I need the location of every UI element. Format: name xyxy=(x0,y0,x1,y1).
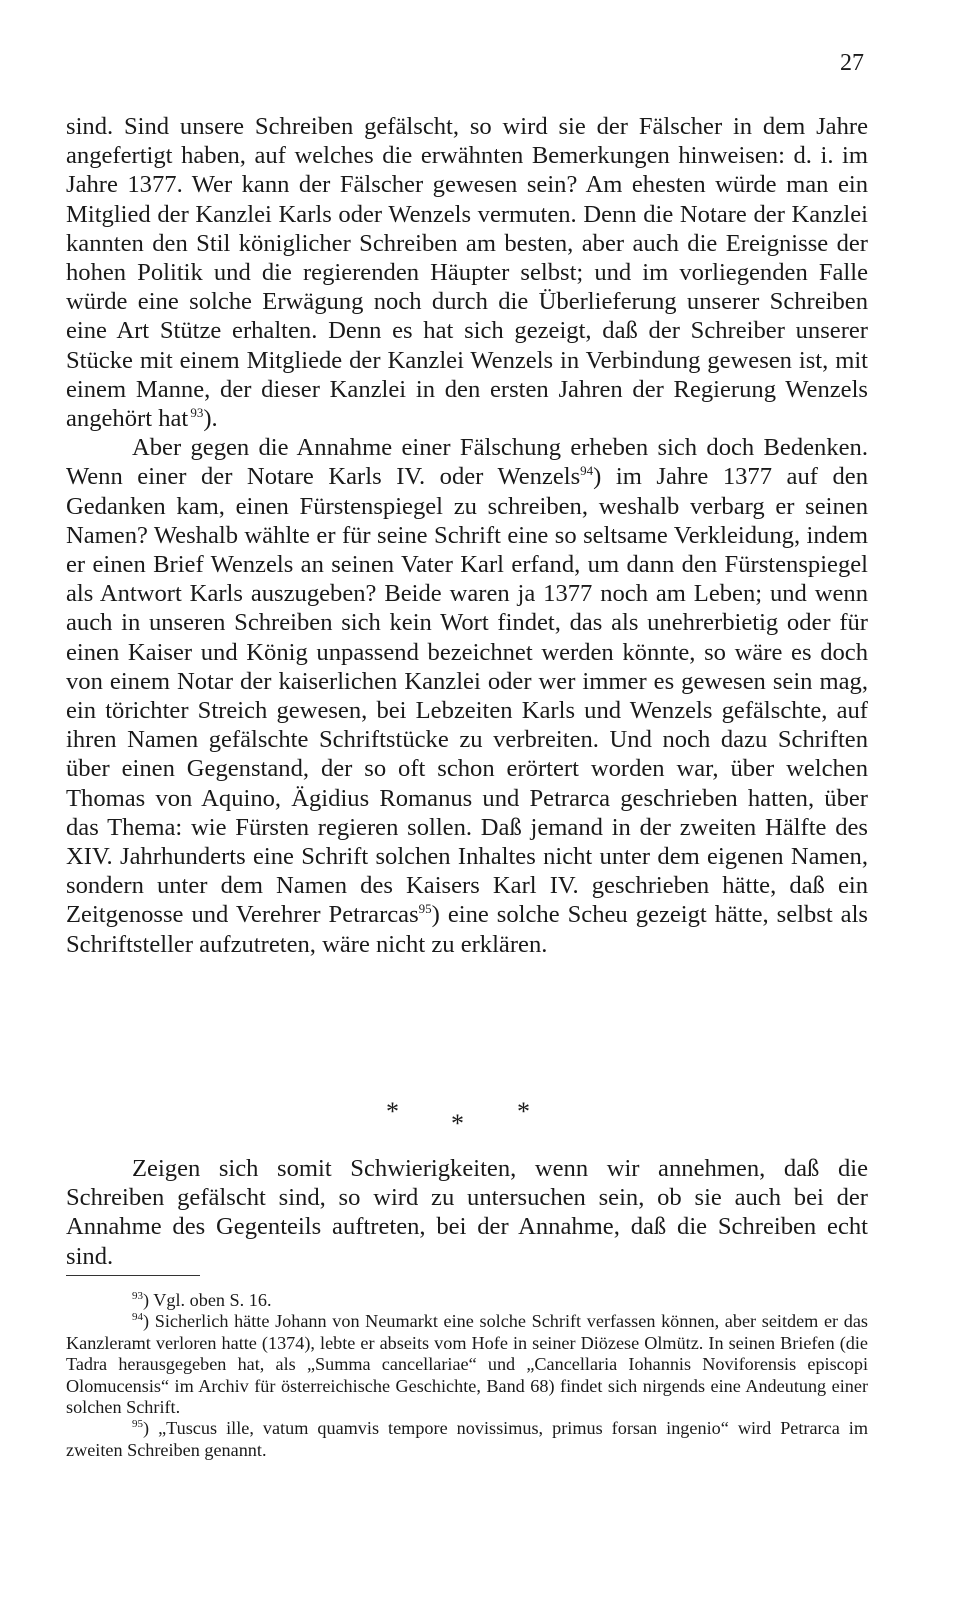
footnote-95 xyxy=(66,1418,868,1461)
paragraph-2-text-a: Aber gegen die Annahme einer Fälschung erheben sich doch Bedenken. Wenn einer der Notare Karls IV. oder Wenzels xyxy=(66,434,868,491)
footnote-94 xyxy=(66,1311,868,1418)
section-break-asterism xyxy=(0,1097,960,1137)
footnote-95-text: ) „Tuscus ille, vatum quamvis tempore novissimus, primus forsan ingenio“ wird Petrarca im zweiten Schreiben genannt. xyxy=(66,1418,868,1460)
asterisk-left: * xyxy=(386,1097,399,1126)
footnotes xyxy=(66,1290,868,1461)
footnote-93-text: ) Vgl. oben S. 16. xyxy=(143,1290,272,1310)
footnote-95-number: 95 xyxy=(132,1418,143,1431)
footnote-ref-93: 93 xyxy=(190,405,204,421)
main-text xyxy=(66,112,868,959)
footnote-94-number: 94 xyxy=(132,1311,143,1324)
paragraph-2-text-b: ) im Jahre 1377 auf den Gedanken kam, einen Fürstenspiegel zu schreiben, weshalb verbarg er seinen Namen? Weshalb wählte er für seine Schrift eine so seltsame Verkleidung, indem er einen Brief Wenzels an seinen Vater Karl erfand, um dann den Fürstenspiegel als Antwort Karls auszugeben? Beide waren ja 1377 noch am Leben; und wenn auch in unseren Schreiben sich kein Wort findet, das als unehrerbietig oder für einen Kaiser und König unpassend bezeichnet werden könnte, so wäre es doch von einem Notar der kaiserlichen Kanzlei oder wer immer es gewesen sein mag, ein törichter Streich gewesen, bei Lebzeiten Karls und Wenzels gefälschte, auf ihren Namen gefälschte Schriftstücke zu verbreiten. Und noch dazu Schriften über einen Gegenstand, der so oft schon erörtert worden war, über welchen Thomas von Aquino, Ägidius Romanus und Petrarca geschrieben hatten, über das Thema: wie Fürsten regieren sollen. Daß jemand in der zweiten Hälfte des XIV. Jahrhunderts eine Schrift solchen Inhaltes nicht unter dem eigenen Namen, sondern unter dem Namen des Kaisers Karl IV. geschrieben hätte, daß ein Zeitgenosse und Verehrer Petrarcas xyxy=(66,463,868,929)
section-text xyxy=(66,1154,868,1271)
paragraph-2 xyxy=(66,433,868,959)
asterisk-right: * xyxy=(517,1097,530,1126)
footnote-94-text: ) Sicherlich hätte Johann von Neumarkt eine solche Schrift verfassen können, aber seitdem er das Kanzleramt verloren hatte (1374), lebte er abseits vom Hofe in seiner Diözese Olmütz. In seinen Briefen (die Tadra herausgegeben hat, als „Summa cancellariae“ und „Cancellaria Iohannis Noviforensis episcopi Olomucensis“ im Archiv für österreichische Geschichte, Band 68) findet sich nirgends eine Andeutung einer solchen Schrift. xyxy=(66,1311,868,1418)
paragraph-1-text: sind. Sind unsere Schreiben gefälscht, so wird sie der Fälscher in dem Jahre angefertigt haben, auf welches die erwähnten Bemerkungen hinweisen: d. i. im Jahre 1377. Wer kann der Fälscher gewesen sein? Am ehesten würde man ein Mitglied der Kanzlei Karls oder Wenzels vermuten. Denn die Notare der Kanzlei kannten den Stil königlicher Schreiben am besten, aber auch die Ereignisse der hohen Politik und die regierenden Häupter selbst; und im vorliegenden Falle würde eine solche Erwägung noch durch die Überlieferung unserer Schreiben eine Art Stütze erhalten. Denn es hat sich gezeigt, daß der Schreiber unserer Stücke mit einem Mitgliede der Kanzlei Wenzels in Verbindung gewesen ist, mit einem Manne, der dieser Kanzlei in den ersten Jahren der Regierung Wenzels angehört hat xyxy=(66,113,868,433)
footnote-93 xyxy=(66,1290,868,1311)
footnote-93-number: 93 xyxy=(132,1290,143,1302)
page-number: 27 xyxy=(840,50,864,76)
paragraph-3: Zeigen sich somit Schwierigkeiten, wenn wir annehmen, daß die Schreiben gefälscht sind, so wird zu untersuchen sein, ob sie auch bei der Annahme des Gegenteils auftreten, bei der Annahme, daß die Schreiben echt sind. xyxy=(66,1155,868,1270)
footnote-ref-95: 95 xyxy=(418,901,432,917)
asterisk-middle: * xyxy=(451,1109,464,1138)
footnote-separator xyxy=(66,1275,200,1276)
paragraph-1-end: ). xyxy=(203,405,218,433)
paragraph-1 xyxy=(66,112,868,433)
footnote-ref-94: 94 xyxy=(580,463,594,479)
paragraph-2-text-c: ) eine solche Scheu gezeigt hätte, selbst als Schriftsteller aufzutreten, wäre nicht zu erklären. xyxy=(66,901,868,958)
